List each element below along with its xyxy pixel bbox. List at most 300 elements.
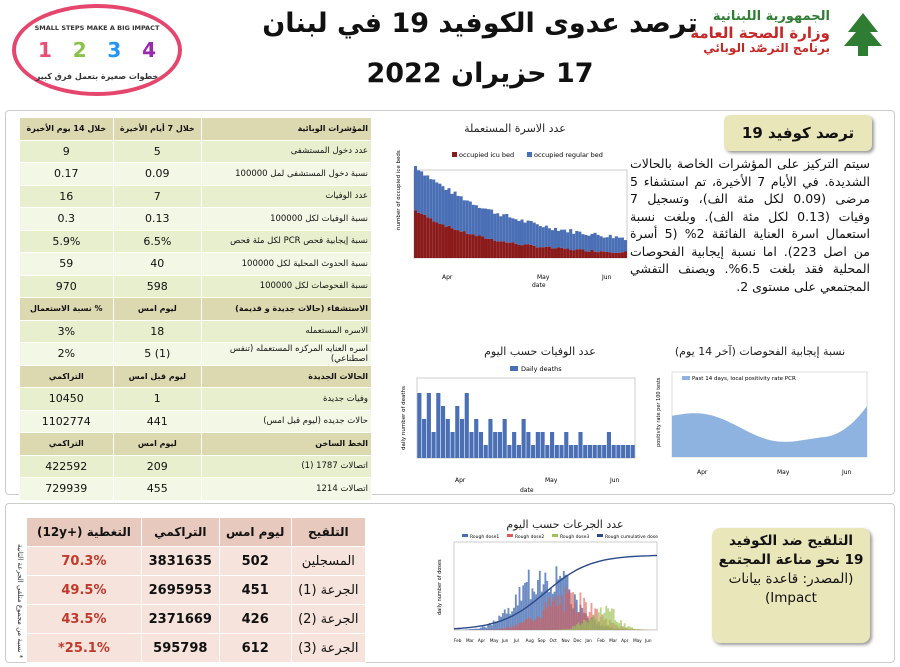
vacc-title-line1: التلقيح ضد الكوفيد [728, 533, 854, 549]
vaccination-row [27, 576, 366, 605]
doses-dose2-bar [533, 620, 535, 630]
beds-legend-icu-swatch [452, 152, 457, 157]
vaccination-row-cell: 612 [219, 634, 291, 663]
beds-icu-bar [493, 241, 496, 258]
doses-dose1-bar [485, 628, 487, 630]
deaths-bar [417, 393, 421, 458]
doses-dose2-bar [496, 629, 498, 630]
beds-regular-bar [584, 235, 587, 252]
beds-icu-bar [572, 250, 575, 258]
doses-dose2-bar [567, 593, 569, 630]
beds-icu-bar [460, 232, 463, 258]
beds-chart [392, 140, 632, 290]
beds-icu-bar [451, 228, 454, 258]
beds-regular-bar [493, 214, 496, 241]
indicator-row [20, 208, 372, 231]
doses-dose2-bar [489, 629, 491, 630]
deaths-bar [588, 445, 592, 458]
deaths-legend-swatch [510, 366, 518, 371]
doses-dose1-bar [476, 629, 478, 630]
doses-dose2-bar [508, 627, 510, 630]
doses-dose3-bar [633, 629, 635, 630]
doses-dose2-bar [517, 626, 519, 630]
deaths-bar [474, 419, 478, 458]
deaths-bar [602, 445, 606, 458]
doses-dose3-bar [629, 627, 631, 630]
doses-dose3-bar [583, 620, 585, 630]
indicators-header-row-cell: المؤشرات الوبائية [202, 118, 372, 141]
deaths-bar [555, 445, 559, 458]
doses-legend-swatch [597, 534, 603, 537]
beds-icu-bar [505, 243, 508, 258]
hospitalization-header-row-cell: الاستشفاء (حالات جديدة و قديمة) [202, 298, 372, 321]
vaccination-row-cell: 25.1%* [27, 634, 142, 663]
doses-dose2-bar [574, 603, 576, 630]
vaccination-row-cell: 426 [219, 605, 291, 634]
beds-icu-bar [600, 251, 603, 258]
doses-dose2-bar [546, 608, 548, 630]
vaccination-row-cell: الجرعة (3) [291, 634, 365, 663]
indicator-row-cell: 7 [113, 185, 201, 208]
doses-dose2-bar [500, 628, 502, 630]
doses-dose3-bar [605, 606, 607, 630]
hotline-row [20, 478, 372, 501]
beds-icu-bar [542, 247, 545, 258]
doses-dose3-bar [620, 620, 622, 630]
new-cases-row-cell: 1102774 [20, 410, 114, 433]
doses-dose1-bar [498, 616, 500, 630]
beds-regular-bar [621, 238, 624, 253]
doses-dose2-bar [570, 593, 572, 630]
beds-regular-bar [417, 170, 420, 212]
hotline-row-cell: 729939 [20, 478, 114, 501]
indicator-row-cell: 598 [113, 275, 201, 298]
doses-month-label: Dec [573, 638, 582, 643]
beds-regular-bar [609, 235, 612, 253]
beds-regular-bar [581, 234, 584, 249]
indicator-row-cell: نسبة الحدوث المحلية لكل 100000 [202, 253, 372, 276]
doses-month-label: Oct [549, 638, 557, 643]
doses-dose1-bar [502, 613, 504, 630]
beds-regular-bar [484, 209, 487, 239]
beds-regular-bar [542, 227, 545, 247]
doses-month-label: Jun [645, 638, 652, 643]
beds-icu-bar [414, 210, 417, 258]
doses-dose2-bar [579, 593, 581, 630]
positivity-legend-swatch [682, 376, 690, 380]
doses-dose3-bar [565, 629, 567, 630]
indicator-row-cell: 0.09 [113, 163, 201, 186]
hotline-header-row-cell: ليوم امس [113, 433, 201, 456]
hospitalization-header-row [20, 298, 372, 321]
beds-icu-bar [533, 246, 536, 258]
positivity-month-label: May [777, 469, 790, 476]
beds-regular-bar [600, 236, 603, 251]
cedar-logo-icon [838, 10, 888, 60]
deaths-legend: Daily deaths [521, 365, 562, 373]
doses-legend-label: Rough dose1 [470, 535, 500, 540]
vaccination-row-cell: 595798 [141, 634, 219, 663]
vaccination-row-cell: 451 [219, 576, 291, 605]
logo-num-3: 3 [107, 38, 122, 62]
beds-icu-bar [478, 235, 481, 258]
deaths-bar [469, 432, 473, 458]
doses-dose2-bar [491, 629, 493, 630]
doses-dose2-bar [513, 627, 515, 630]
deaths-xlabel: date [520, 487, 534, 494]
doses-dose3-bar [607, 608, 609, 630]
doses-dose2-bar [548, 598, 550, 630]
deaths-bar [593, 445, 597, 458]
doses-dose3-bar [609, 611, 611, 630]
beds-regular-bar [563, 230, 566, 249]
new-cases-row-cell: حالات جديده (ليوم قبل امس) [202, 410, 372, 433]
beds-icu-bar [423, 215, 426, 258]
indicator-row-cell: عدد دخول المستشفى [202, 140, 372, 163]
new-cases-header-row [20, 365, 372, 388]
doses-dose3-bar [574, 626, 576, 630]
beds-regular-bar [612, 238, 615, 253]
beds-icu-bar [624, 251, 627, 258]
beds-icu-bar [536, 248, 539, 258]
beds-icu-bar [621, 252, 624, 258]
vacc-source: (المصدر: قاعدة بيانات Impact) [728, 571, 854, 606]
beds-icu-bar [618, 253, 621, 258]
doses-dose2-bar [561, 595, 563, 630]
beds-regular-bar [438, 184, 441, 224]
coverage-footnote: * نسبة من مجموع متلقي الجرعة الثانية [16, 543, 24, 658]
indicator-row [20, 140, 372, 163]
doses-dose3-bar [594, 617, 596, 630]
new-cases-header-row-cell: التراكمي [20, 365, 114, 388]
indicator-row-cell: 5.9% [20, 230, 114, 253]
beds-regular-bar [502, 214, 505, 241]
doses-month-label: Apr [477, 638, 486, 643]
doses-dose1-bar [484, 627, 486, 630]
beds-regular-bar [514, 219, 517, 244]
doses-legend-label: Rough cumulative dose [605, 535, 658, 540]
doses-dose3-bar [596, 620, 598, 630]
deaths-bar [531, 445, 535, 458]
indicators-header-row [20, 118, 372, 141]
beds-month-label: Apr [442, 274, 453, 281]
doses-dose3-bar [589, 619, 591, 630]
doses-dose1-bar [474, 629, 476, 630]
vaccination-row-cell: 2695953 [141, 576, 219, 605]
org-line-1: الجمهورية اللبنانية [712, 9, 830, 24]
vaccination-row-cell: 502 [219, 547, 291, 576]
beds-icu-bar [444, 227, 447, 258]
doses-chart-title: عدد الجرعات حسب اليوم [506, 518, 624, 531]
beds-chart-title: عدد الاسرة المستعملة [464, 122, 566, 135]
beds-regular-bar [618, 238, 621, 253]
doses-dose3-bar [613, 609, 615, 630]
doses-dose2-bar [557, 595, 559, 630]
beds-icu-bar [545, 247, 548, 258]
doses-dose3-bar [637, 629, 639, 630]
beds-regular-bar [603, 238, 606, 252]
beds-icu-bar [590, 250, 593, 258]
beds-regular-bar [505, 214, 508, 243]
indicator-row-cell: 16 [20, 185, 114, 208]
beds-regular-bar [447, 188, 450, 226]
doses-dose2-bar [498, 629, 500, 630]
beds-regular-bar [539, 226, 542, 247]
indicator-row-cell: 40 [113, 253, 201, 276]
beds-regular-bar [466, 200, 469, 233]
vaccination-row-cell: 2371669 [141, 605, 219, 634]
doses-month-label: May [489, 638, 499, 643]
doses-dose2-bar [502, 628, 504, 630]
deaths-bar [578, 432, 582, 458]
beds-icu-bar [612, 253, 615, 258]
doses-month-label: Apr [621, 638, 629, 643]
deaths-month-label: Apr [455, 477, 466, 484]
doses-dose1-bar [471, 629, 473, 630]
hospitalization-row-cell: 2% [20, 343, 114, 366]
doses-dose1-bar [500, 617, 502, 630]
deaths-bar [631, 445, 635, 458]
new-cases-row-cell: وفيات جديدة [202, 388, 372, 411]
indicator-row [20, 253, 372, 276]
beds-regular-bar [530, 221, 533, 245]
doses-dose3-bar [603, 613, 605, 630]
deaths-month-label: May [545, 477, 558, 484]
hospitalization-row [20, 320, 372, 343]
beds-regular-bar [560, 230, 563, 248]
beds-regular-bar [587, 236, 590, 252]
beds-regular-bar [548, 228, 551, 246]
new-cases-row-cell: 10450 [20, 388, 114, 411]
beds-icu-bar [587, 252, 590, 258]
indicator-row-cell: نسبة إيجابية فحص PCR لكل مئة فحص [202, 230, 372, 253]
new-cases-row [20, 388, 372, 411]
doses-dose3-bar [611, 608, 613, 630]
beds-icu-bar [560, 248, 563, 258]
beds-icu-bar [432, 221, 435, 258]
beds-regular-bar [533, 223, 536, 246]
doses-dose3-bar [570, 629, 572, 630]
beds-icu-bar [551, 248, 554, 258]
vaccination-row-cell: 70.3% [27, 547, 142, 576]
doses-dose3-bar [592, 615, 594, 630]
indicator-row [20, 275, 372, 298]
positivity-month-label: Jun [842, 469, 852, 476]
beds-regular-bar [432, 180, 435, 222]
deaths-bar [550, 432, 554, 458]
indicator-row-cell: 6.5% [113, 230, 201, 253]
beds-icu-bar [539, 247, 542, 258]
report-title: ترصد عدوى الكوفيد 19 في لبنان [262, 8, 698, 39]
beds-regular-bar [578, 232, 581, 250]
deaths-bar [512, 432, 516, 458]
doses-dose3-bar [622, 626, 624, 630]
doses-dose2-bar [565, 587, 567, 630]
doses-dose3-bar [602, 617, 604, 630]
beds-icu-bar [502, 241, 505, 258]
hospitalization-row-cell: (1) 5 [113, 343, 201, 366]
doses-dose2-bar [520, 622, 522, 630]
doses-dose2-bar [504, 629, 506, 630]
doses-dose1-bar [480, 628, 482, 630]
deaths-bar [626, 445, 630, 458]
hospitalization-row-cell: 3% [20, 320, 114, 343]
vaccination-row-cell: 3831635 [141, 547, 219, 576]
doses-month-label: Nov [561, 638, 570, 643]
doses-month-label: Feb [597, 638, 605, 643]
doses-dose3-bar [627, 626, 629, 630]
beds-regular-bar [426, 175, 429, 217]
doses-dose2-bar [554, 596, 556, 630]
logo-num-2: 2 [72, 38, 87, 62]
doses-dose2-bar [524, 620, 526, 630]
report-date: 17 حزيران 2022 [366, 58, 594, 89]
doses-dose2-bar [559, 604, 561, 630]
beds-icu-bar [508, 243, 511, 258]
beds-icu-bar [575, 249, 578, 258]
doses-dose2-bar [522, 622, 524, 630]
doses-dose1-bar [491, 625, 493, 630]
beds-icu-bar [463, 231, 466, 258]
doses-dose1-bar [493, 621, 495, 630]
doses-dose3-bar [618, 623, 620, 630]
hotline-row-cell: 422592 [20, 455, 114, 478]
beds-regular-bar [594, 233, 597, 252]
logo-slogan-en: SMALL STEPS MAKE A BIG IMPACT [34, 24, 160, 32]
beds-regular-bar [597, 235, 600, 252]
new-cases-row [20, 410, 372, 433]
doses-dose3-bar [591, 619, 593, 630]
doses-dose3-bar [615, 620, 617, 630]
hospitalization-header-row-cell: % نسبة الاستعمال [20, 298, 114, 321]
beds-icu-bar [527, 244, 530, 258]
beds-legend-icu: occupied icu bed [459, 151, 515, 159]
vaccination-row [27, 547, 366, 576]
beds-regular-bar [575, 231, 578, 249]
doses-dose2-bar [541, 618, 543, 630]
doses-dose2-bar [568, 589, 570, 630]
doses-dose2-bar [550, 606, 552, 630]
hospitalization-row-cell: 18 [113, 320, 201, 343]
doses-legend-label: Rough dose2 [515, 535, 545, 540]
doses-month-label: Aug [525, 638, 534, 643]
beds-regular-bar [517, 221, 520, 245]
beds-icu-bar [481, 236, 484, 258]
beds-regular-bar [454, 192, 457, 230]
hotline-header-row-cell: التراكمي [20, 433, 114, 456]
beds-icu-bar [511, 242, 514, 258]
beds-regular-bar [557, 231, 560, 247]
beds-regular-bar [536, 224, 539, 247]
positivity-legend: Past 14 days, local positivity rate PCR [692, 376, 796, 382]
indicator-row [20, 185, 372, 208]
deaths-bar [493, 432, 497, 458]
doses-dose1-bar [469, 629, 471, 630]
doses-dose2-bar [515, 624, 517, 630]
vaccination-row [27, 634, 366, 663]
beds-icu-bar [490, 239, 493, 258]
vaccination-row-cell: الجرعة (2) [291, 605, 365, 634]
vaccination-header-row-cell: التراكمي [141, 518, 219, 547]
positivity-chart-title: نسبة إيجابية الفحوصات (آخر 14 يوم) [674, 345, 846, 358]
beds-icu-bar [524, 244, 527, 258]
deaths-bar [450, 432, 454, 458]
beds-regular-bar [566, 232, 569, 248]
beds-icu-bar [581, 249, 584, 258]
summary-text: سيتم التركيز على المؤشرات الخاصة بالحالات الشديدة. في الأيام 7 الأخيرة، تم استشفاء 5 مرضى (0.09 لكل مئة الف)، وتسجيل 7 وفيات (0.13 لكل مئة الف). وبلغت نسبة استعمال اسرة العناية الفائقة 2% (5 أسرة من اصل 223). اما نسبة إيجابية الفحوصات المحلية فقد بلغت 6.5%. ويصنف التفشي المجتمعي على مستوى 2. [630, 156, 871, 294]
doses-dose2-bar [511, 626, 513, 630]
indicator-row-cell: 5 [113, 140, 201, 163]
indicator-row-cell: نسبة الفحوصات لكل 100000 [202, 275, 372, 298]
indicator-row-cell: 0.17 [20, 163, 114, 186]
beds-regular-bar [572, 234, 575, 251]
deaths-bar [559, 445, 563, 458]
positivity-chart [652, 362, 872, 482]
doses-dose2-bar [544, 602, 546, 630]
beds-icu-bar [426, 218, 429, 258]
beds-icu-bar [469, 234, 472, 258]
beds-regular-bar [444, 190, 447, 227]
beds-icu-bar [496, 242, 499, 258]
doses-month-label: Jul [513, 638, 519, 643]
beds-icu-bar [487, 239, 490, 258]
beds-icu-bar [521, 245, 524, 258]
doses-dose3-bar [598, 612, 600, 630]
beds-icu-bar [554, 248, 557, 258]
doses-dose3-bar [631, 627, 633, 630]
doses-dose3-bar [581, 623, 583, 630]
positivity-month-label: Apr [697, 469, 708, 476]
vaccination-row-cell: 43.5% [27, 605, 142, 634]
beds-regular-bar [414, 166, 417, 210]
org-line-2: وزارة الصحة العامة [690, 23, 830, 42]
deaths-bar [507, 445, 511, 458]
deaths-bar [526, 432, 530, 458]
deaths-bar [616, 445, 620, 458]
indicators-table [19, 117, 372, 501]
doses-legend-label: Rough dose3 [560, 535, 590, 540]
hotline-header-row-cell: الخط الساخن [202, 433, 372, 456]
doses-month-label: Feb [454, 638, 462, 643]
vaccination-row-cell: الجرعة (1) [291, 576, 365, 605]
hotline-row-cell: اتصالات 1214 [202, 478, 372, 501]
deaths-bar [545, 445, 549, 458]
beds-icu-bar [597, 252, 600, 258]
indicator-row-cell: 9 [20, 140, 114, 163]
beds-legend-regular-swatch [527, 152, 532, 157]
deaths-bar [455, 406, 459, 458]
doses-dose3-bar [635, 629, 637, 630]
doses-dose2-bar [519, 623, 521, 630]
beds-regular-bar [590, 234, 593, 250]
deaths-bar [441, 406, 445, 458]
deaths-bar [541, 432, 545, 458]
deaths-bar [607, 432, 611, 458]
beds-icu-bar [569, 250, 572, 258]
hospitalization-row [20, 343, 372, 366]
vaccination-row-cell: المسجلين [291, 547, 365, 576]
doses-dose3-bar [578, 622, 580, 630]
beds-regular-bar [472, 205, 475, 234]
deaths-bar [465, 393, 469, 458]
deaths-bar [569, 445, 573, 458]
deaths-bar [612, 445, 616, 458]
indicator-row-cell: 970 [20, 275, 114, 298]
beds-icu-bar [594, 252, 597, 258]
doses-dose2-bar [506, 628, 508, 630]
vacc-title-line2: 19 نحو مناعة المجتمع [718, 552, 864, 568]
beds-regular-bar [451, 194, 454, 228]
